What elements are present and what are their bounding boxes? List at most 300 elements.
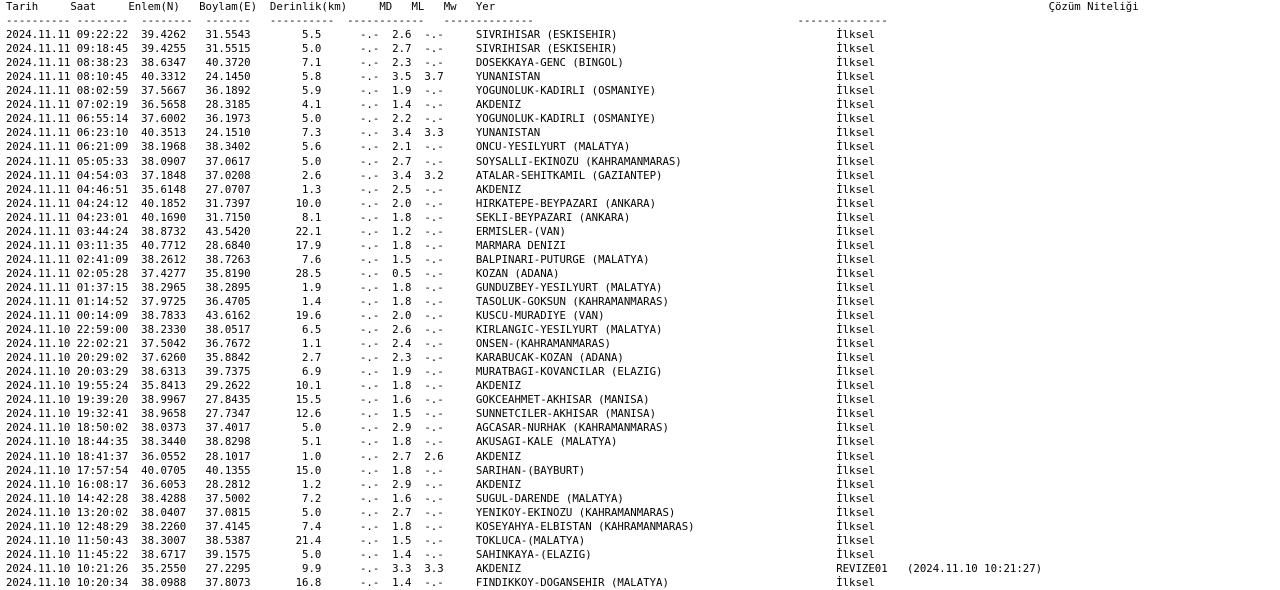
ml-cell: 2.2 [392,112,412,126]
latitude-cell: 38.2330 [141,323,187,337]
location-cell: SOYSALLI-EKINOZU (KAHRAMANMARAS) [475,154,682,168]
underline-derinlik: ---------- [269,14,335,28]
longitude-cell: 28.1017 [205,449,251,463]
ml-cell: 2.7 [392,449,412,463]
location-cell: YOGUNOLUK-KADIRLI (OSMANIYE) [475,112,657,126]
location-cell: ERMISLER-(VAN) [475,224,566,238]
location-cell: FINDIKKOY-DOGANSEHIR (MALATYA) [475,575,669,589]
solution-cell: İlksel [836,491,875,505]
md-cell: -.- [359,393,380,407]
mw-cell: -.- [424,238,444,252]
longitude-cell: 24.1450 [205,70,251,84]
location-cell: SARIHAN-(BAYBURT) [475,463,586,477]
date-cell: 2024.11.10 [6,505,71,519]
time-cell: 18:44:35 [76,435,129,449]
latitude-cell: 37.9725 [141,294,187,308]
latitude-cell: 37.1848 [141,168,187,182]
latitude-cell: 38.9658 [141,407,187,421]
depth-cell: 4.1 [302,98,322,112]
longitude-cell: 27.7347 [205,407,251,421]
md-cell: -.- [359,112,380,126]
longitude-cell: 37.8073 [205,575,251,589]
time-cell: 05:05:33 [76,154,129,168]
location-cell: AKDENIZ [475,379,521,393]
date-cell: 2024.11.11 [6,182,71,196]
time-cell: 22:59:00 [76,323,129,337]
location-cell: BALPINARI-PUTURGE (MALATYA) [475,252,650,266]
table-row [6,56,875,69]
table-row [6,253,875,266]
depth-cell: 5.8 [302,70,322,84]
solution-cell: İlksel [836,435,875,449]
md-cell: -.- [359,210,380,224]
underline-md: ------------ [347,14,425,28]
location-cell: AKDENIZ [475,561,521,575]
md-cell: -.- [359,463,380,477]
time-cell: 06:55:14 [76,112,129,126]
date-cell: 2024.11.11 [6,196,71,210]
ml-cell: 1.8 [392,435,412,449]
longitude-cell: 37.4017 [205,421,251,435]
table-row [6,576,875,589]
md-cell: -.- [359,491,380,505]
ml-cell: 3.5 [392,70,412,84]
ml-cell: 2.4 [392,337,412,351]
date-cell: 2024.11.11 [6,28,71,42]
depth-cell: 21.4 [295,533,322,547]
md-cell: -.- [359,266,380,280]
table-row [6,351,875,364]
ml-cell: 2.9 [392,477,412,491]
latitude-cell: 40.0705 [141,463,187,477]
table-row [6,98,875,111]
mw-cell: -.- [424,351,444,365]
ml-cell: 1.8 [392,294,412,308]
solution-cell: İlksel [836,547,875,561]
date-cell: 2024.11.11 [6,210,71,224]
location-cell: SAHINKAYA-(ELAZIG) [475,547,592,561]
depth-cell: 5.9 [302,84,322,98]
depth-cell: 16.8 [295,575,322,589]
longitude-cell: 35.8842 [205,351,251,365]
ml-cell: 1.4 [392,98,412,112]
depth-cell: 5.0 [302,112,322,126]
table-row [6,548,875,561]
longitude-cell: 39.7375 [205,365,251,379]
location-cell: GUNDUZBEY-YESILYURT (MALATYA) [475,280,663,294]
depth-cell: 1.0 [302,449,322,463]
md-cell: -.- [359,519,380,533]
depth-cell: 22.1 [295,224,322,238]
depth-cell: 2.7 [302,351,322,365]
time-cell: 07:02:19 [76,98,129,112]
latitude-cell: 39.4262 [141,28,187,42]
ml-cell: 2.3 [392,56,412,70]
mw-cell: -.- [424,112,444,126]
column-header: Tarih [6,0,39,13]
table-row [6,183,875,196]
latitude-cell: 38.6347 [141,56,187,70]
longitude-cell: 37.0208 [205,168,251,182]
time-cell: 10:20:34 [76,575,129,589]
time-cell: 06:23:10 [76,126,129,140]
location-cell: KIRLANGIC-YESILYURT (MALATYA) [475,323,663,337]
table-row [6,155,875,168]
time-cell: 19:39:20 [76,393,129,407]
ml-cell: 2.9 [392,421,412,435]
longitude-cell: 37.5002 [205,491,251,505]
latitude-cell: 38.6313 [141,365,187,379]
ml-cell: 1.9 [392,84,412,98]
date-cell: 2024.11.11 [6,98,71,112]
depth-cell: 1.2 [302,477,322,491]
ml-cell: 2.0 [392,196,412,210]
depth-cell: 7.1 [302,56,322,70]
ml-cell: 1.6 [392,491,412,505]
solution-cell: İlksel [836,379,875,393]
ml-cell: 3.4 [392,168,412,182]
date-cell: 2024.11.10 [6,365,71,379]
location-cell: KUSCU-MURADIYE (VAN) [475,309,605,323]
mw-cell: -.- [424,407,444,421]
solution-cell: İlksel [836,56,875,70]
depth-cell: 9.9 [302,561,322,575]
longitude-cell: 43.5420 [205,224,251,238]
date-cell: 2024.11.11 [6,112,71,126]
time-cell: 20:29:02 [76,351,129,365]
latitude-cell: 38.3007 [141,533,187,547]
ml-cell: 1.8 [392,280,412,294]
mw-cell: -.- [424,491,444,505]
mw-cell: -.- [424,196,444,210]
location-cell: YUNANISTAN [475,126,541,140]
longitude-cell: 40.3720 [205,56,251,70]
md-cell: -.- [359,323,380,337]
location-cell: TOKLUCA-(MALATYA) [475,533,586,547]
time-cell: 09:18:45 [76,42,129,56]
solution-cell: İlksel [836,196,875,210]
longitude-cell: 31.7150 [205,210,251,224]
ml-cell: 1.6 [392,393,412,407]
latitude-cell: 36.6053 [141,477,187,491]
solution-cell: İlksel [836,154,875,168]
solution-cell: İlksel [836,407,875,421]
time-cell: 08:38:23 [76,56,129,70]
location-cell: ONSEN-(KAHRAMANMARAS) [475,337,611,351]
ml-cell: 1.4 [392,547,412,561]
ml-cell: 2.7 [392,42,412,56]
depth-cell: 5.0 [302,505,322,519]
depth-cell: 8.1 [302,210,322,224]
md-cell: -.- [359,182,380,196]
ml-cell: 2.3 [392,351,412,365]
mw-cell: -.- [424,323,444,337]
time-cell: 04:46:51 [76,182,129,196]
column-header: Çözüm Niteliği [1048,0,1139,13]
ml-cell: 2.6 [392,323,412,337]
solution-cell: İlksel [836,519,875,533]
solution-cell: İlksel [836,210,875,224]
longitude-cell: 37.0617 [205,154,251,168]
mw-cell: -.- [424,154,444,168]
table-row [6,464,875,477]
depth-cell: 7.6 [302,252,322,266]
location-cell: KOZAN (ADANA) [475,266,560,280]
date-cell: 2024.11.10 [6,533,71,547]
date-cell: 2024.11.11 [6,238,71,252]
table-row [6,534,875,547]
ml-cell: 1.5 [392,252,412,266]
solution-cell: İlksel [836,575,875,589]
mw-cell: -.- [424,182,444,196]
solution-cell: REVIZE01 (2024.11.10 10:21:27) [836,561,1043,575]
date-cell: 2024.11.11 [6,154,71,168]
date-cell: 2024.11.11 [6,294,71,308]
depth-cell: 5.0 [302,421,322,435]
depth-cell: 5.0 [302,547,322,561]
depth-cell: 6.9 [302,365,322,379]
solution-cell: İlksel [836,365,875,379]
ml-cell: 1.5 [392,533,412,547]
location-cell: YOGUNOLUK-KADIRLI (OSMANIYE) [475,84,657,98]
time-cell: 00:14:09 [76,309,129,323]
column-header: ML [411,0,425,13]
table-row [6,421,875,434]
depth-cell: 5.0 [302,42,322,56]
date-cell: 2024.11.10 [6,575,71,589]
ml-cell: 1.8 [392,238,412,252]
solution-cell: İlksel [836,323,875,337]
solution-cell: İlksel [836,309,875,323]
ml-cell: 1.2 [392,224,412,238]
md-cell: -.- [359,238,380,252]
time-cell: 16:08:17 [76,477,129,491]
mw-cell: -.- [424,421,444,435]
date-cell: 2024.11.11 [6,168,71,182]
md-cell: -.- [359,435,380,449]
location-cell: SUNNETCILER-AKHISAR (MANISA) [475,407,657,421]
table-row [6,309,875,322]
depth-cell: 5.6 [302,140,322,154]
column-header: Enlem(N) [128,0,180,13]
latitude-cell: 38.2965 [141,280,187,294]
location-cell: SIVRIHISAR (ESKISEHIR) [475,42,618,56]
mw-cell: -.- [424,435,444,449]
md-cell: -.- [359,379,380,393]
longitude-cell: 38.3402 [205,140,251,154]
longitude-cell: 29.2622 [205,379,251,393]
latitude-cell: 38.0907 [141,154,187,168]
time-cell: 18:50:02 [76,421,129,435]
mw-cell: -.- [424,379,444,393]
latitude-cell: 40.7712 [141,238,187,252]
location-cell: GOKCEAHMET-AKHISAR (MANISA) [475,393,650,407]
column-header: Yer [475,0,496,13]
md-cell: -.- [359,140,380,154]
depth-cell: 5.5 [302,28,322,42]
date-cell: 2024.11.10 [6,519,71,533]
mw-cell: -.- [424,463,444,477]
location-cell: AKDENIZ [475,477,521,491]
latitude-cell: 38.1968 [141,140,187,154]
latitude-cell: 40.1852 [141,196,187,210]
date-cell: 2024.11.11 [6,140,71,154]
location-cell: SIVRIHISAR (ESKISEHIR) [475,28,618,42]
mw-cell: 3.2 [424,168,444,182]
table-row [6,365,875,378]
time-cell: 19:32:41 [76,407,129,421]
location-cell: MURATBAGI-KOVANCILAR (ELAZIG) [475,365,663,379]
md-cell: -.- [359,98,380,112]
time-cell: 19:55:24 [76,379,129,393]
table-row [6,562,1042,575]
table-row [6,140,875,153]
table-row [6,225,875,238]
solution-cell: İlksel [836,140,875,154]
longitude-cell: 36.7672 [205,337,251,351]
time-cell: 04:24:12 [76,196,129,210]
md-cell: -.- [359,547,380,561]
depth-cell: 15.0 [295,463,322,477]
md-cell: -.- [359,84,380,98]
latitude-cell: 37.5667 [141,84,187,98]
solution-cell: İlksel [836,252,875,266]
solution-cell: İlksel [836,266,875,280]
ml-cell: 2.7 [392,154,412,168]
time-cell: 06:21:09 [76,140,129,154]
time-cell: 02:05:28 [76,266,129,280]
depth-cell: 2.6 [302,168,322,182]
date-cell: 2024.11.11 [6,309,71,323]
time-cell: 11:50:43 [76,533,129,547]
solution-cell: İlksel [836,126,875,140]
latitude-cell: 37.6002 [141,112,187,126]
table-row [6,435,875,448]
md-cell: -.- [359,56,380,70]
mw-cell: -.- [424,337,444,351]
mw-cell: -.- [424,575,444,589]
table-row [6,70,875,83]
mw-cell: 3.3 [424,561,444,575]
date-cell: 2024.11.11 [6,224,71,238]
location-cell: TASOLUK-GOKSUN (KAHRAMANMARAS) [475,294,669,308]
longitude-cell: 38.8298 [205,435,251,449]
table-row [6,450,875,463]
solution-cell: İlksel [836,505,875,519]
latitude-cell: 35.2550 [141,561,187,575]
date-cell: 2024.11.10 [6,547,71,561]
solution-cell: İlksel [836,351,875,365]
longitude-cell: 36.1892 [205,84,251,98]
time-cell: 22:02:21 [76,337,129,351]
md-cell: -.- [359,280,380,294]
md-cell: -.- [359,505,380,519]
depth-cell: 15.5 [295,393,322,407]
location-cell: AKDENIZ [475,449,521,463]
mw-cell: -.- [424,309,444,323]
latitude-cell: 36.5658 [141,98,187,112]
longitude-cell: 28.3185 [205,98,251,112]
longitude-cell: 27.0707 [205,182,251,196]
time-cell: 01:14:52 [76,294,129,308]
table-row [6,84,875,97]
longitude-cell: 35.8190 [205,266,251,280]
md-cell: -.- [359,294,380,308]
depth-cell: 7.3 [302,126,322,140]
longitude-cell: 27.8435 [205,393,251,407]
table-row [6,295,875,308]
table-row [6,506,875,519]
date-cell: 2024.11.11 [6,84,71,98]
latitude-cell: 38.0373 [141,421,187,435]
date-cell: 2024.11.10 [6,561,71,575]
time-cell: 12:48:29 [76,519,129,533]
time-cell: 17:57:54 [76,463,129,477]
date-cell: 2024.11.10 [6,379,71,393]
time-cell: 09:22:22 [76,28,129,42]
latitude-cell: 40.3312 [141,70,187,84]
table-row [6,379,875,392]
table-row [6,211,875,224]
latitude-cell: 37.6260 [141,351,187,365]
md-cell: -.- [359,477,380,491]
date-cell: 2024.11.10 [6,421,71,435]
solution-cell: İlksel [836,112,875,126]
table-row [6,323,875,336]
mw-cell: -.- [424,533,444,547]
depth-cell: 5.0 [302,154,322,168]
ml-cell: 1.5 [392,407,412,421]
date-cell: 2024.11.11 [6,56,71,70]
latitude-cell: 36.0552 [141,449,187,463]
mw-cell: -.- [424,140,444,154]
mw-cell: -.- [424,280,444,294]
solution-cell: İlksel [836,533,875,547]
md-cell: -.- [359,42,380,56]
depth-cell: 10.0 [295,196,322,210]
ml-cell: 2.6 [392,28,412,42]
depth-cell: 7.4 [302,519,322,533]
header-underline [6,14,888,27]
solution-cell: İlksel [836,449,875,463]
longitude-cell: 38.2895 [205,280,251,294]
latitude-cell: 35.6148 [141,182,187,196]
date-cell: 2024.11.10 [6,337,71,351]
table-row [6,393,875,406]
location-cell: HIRKATEPE-BEYPAZARI (ANKARA) [475,196,657,210]
longitude-cell: 43.6162 [205,309,251,323]
depth-cell: 12.6 [295,407,322,421]
mw-cell: -.- [424,266,444,280]
column-header: Boylam(E) [199,0,258,13]
time-cell: 04:54:03 [76,168,129,182]
latitude-cell: 38.9967 [141,393,187,407]
table-row [6,239,875,252]
longitude-cell: 24.1510 [205,126,251,140]
longitude-cell: 31.5515 [205,42,251,56]
table-row [6,337,875,350]
longitude-cell: 37.4145 [205,519,251,533]
mw-cell: -.- [424,519,444,533]
solution-cell: İlksel [836,477,875,491]
solution-cell: İlksel [836,393,875,407]
table-row [6,520,875,533]
time-cell: 14:42:28 [76,491,129,505]
table-row [6,126,875,139]
date-cell: 2024.11.10 [6,491,71,505]
ml-cell: 2.1 [392,140,412,154]
longitude-cell: 28.2812 [205,477,251,491]
